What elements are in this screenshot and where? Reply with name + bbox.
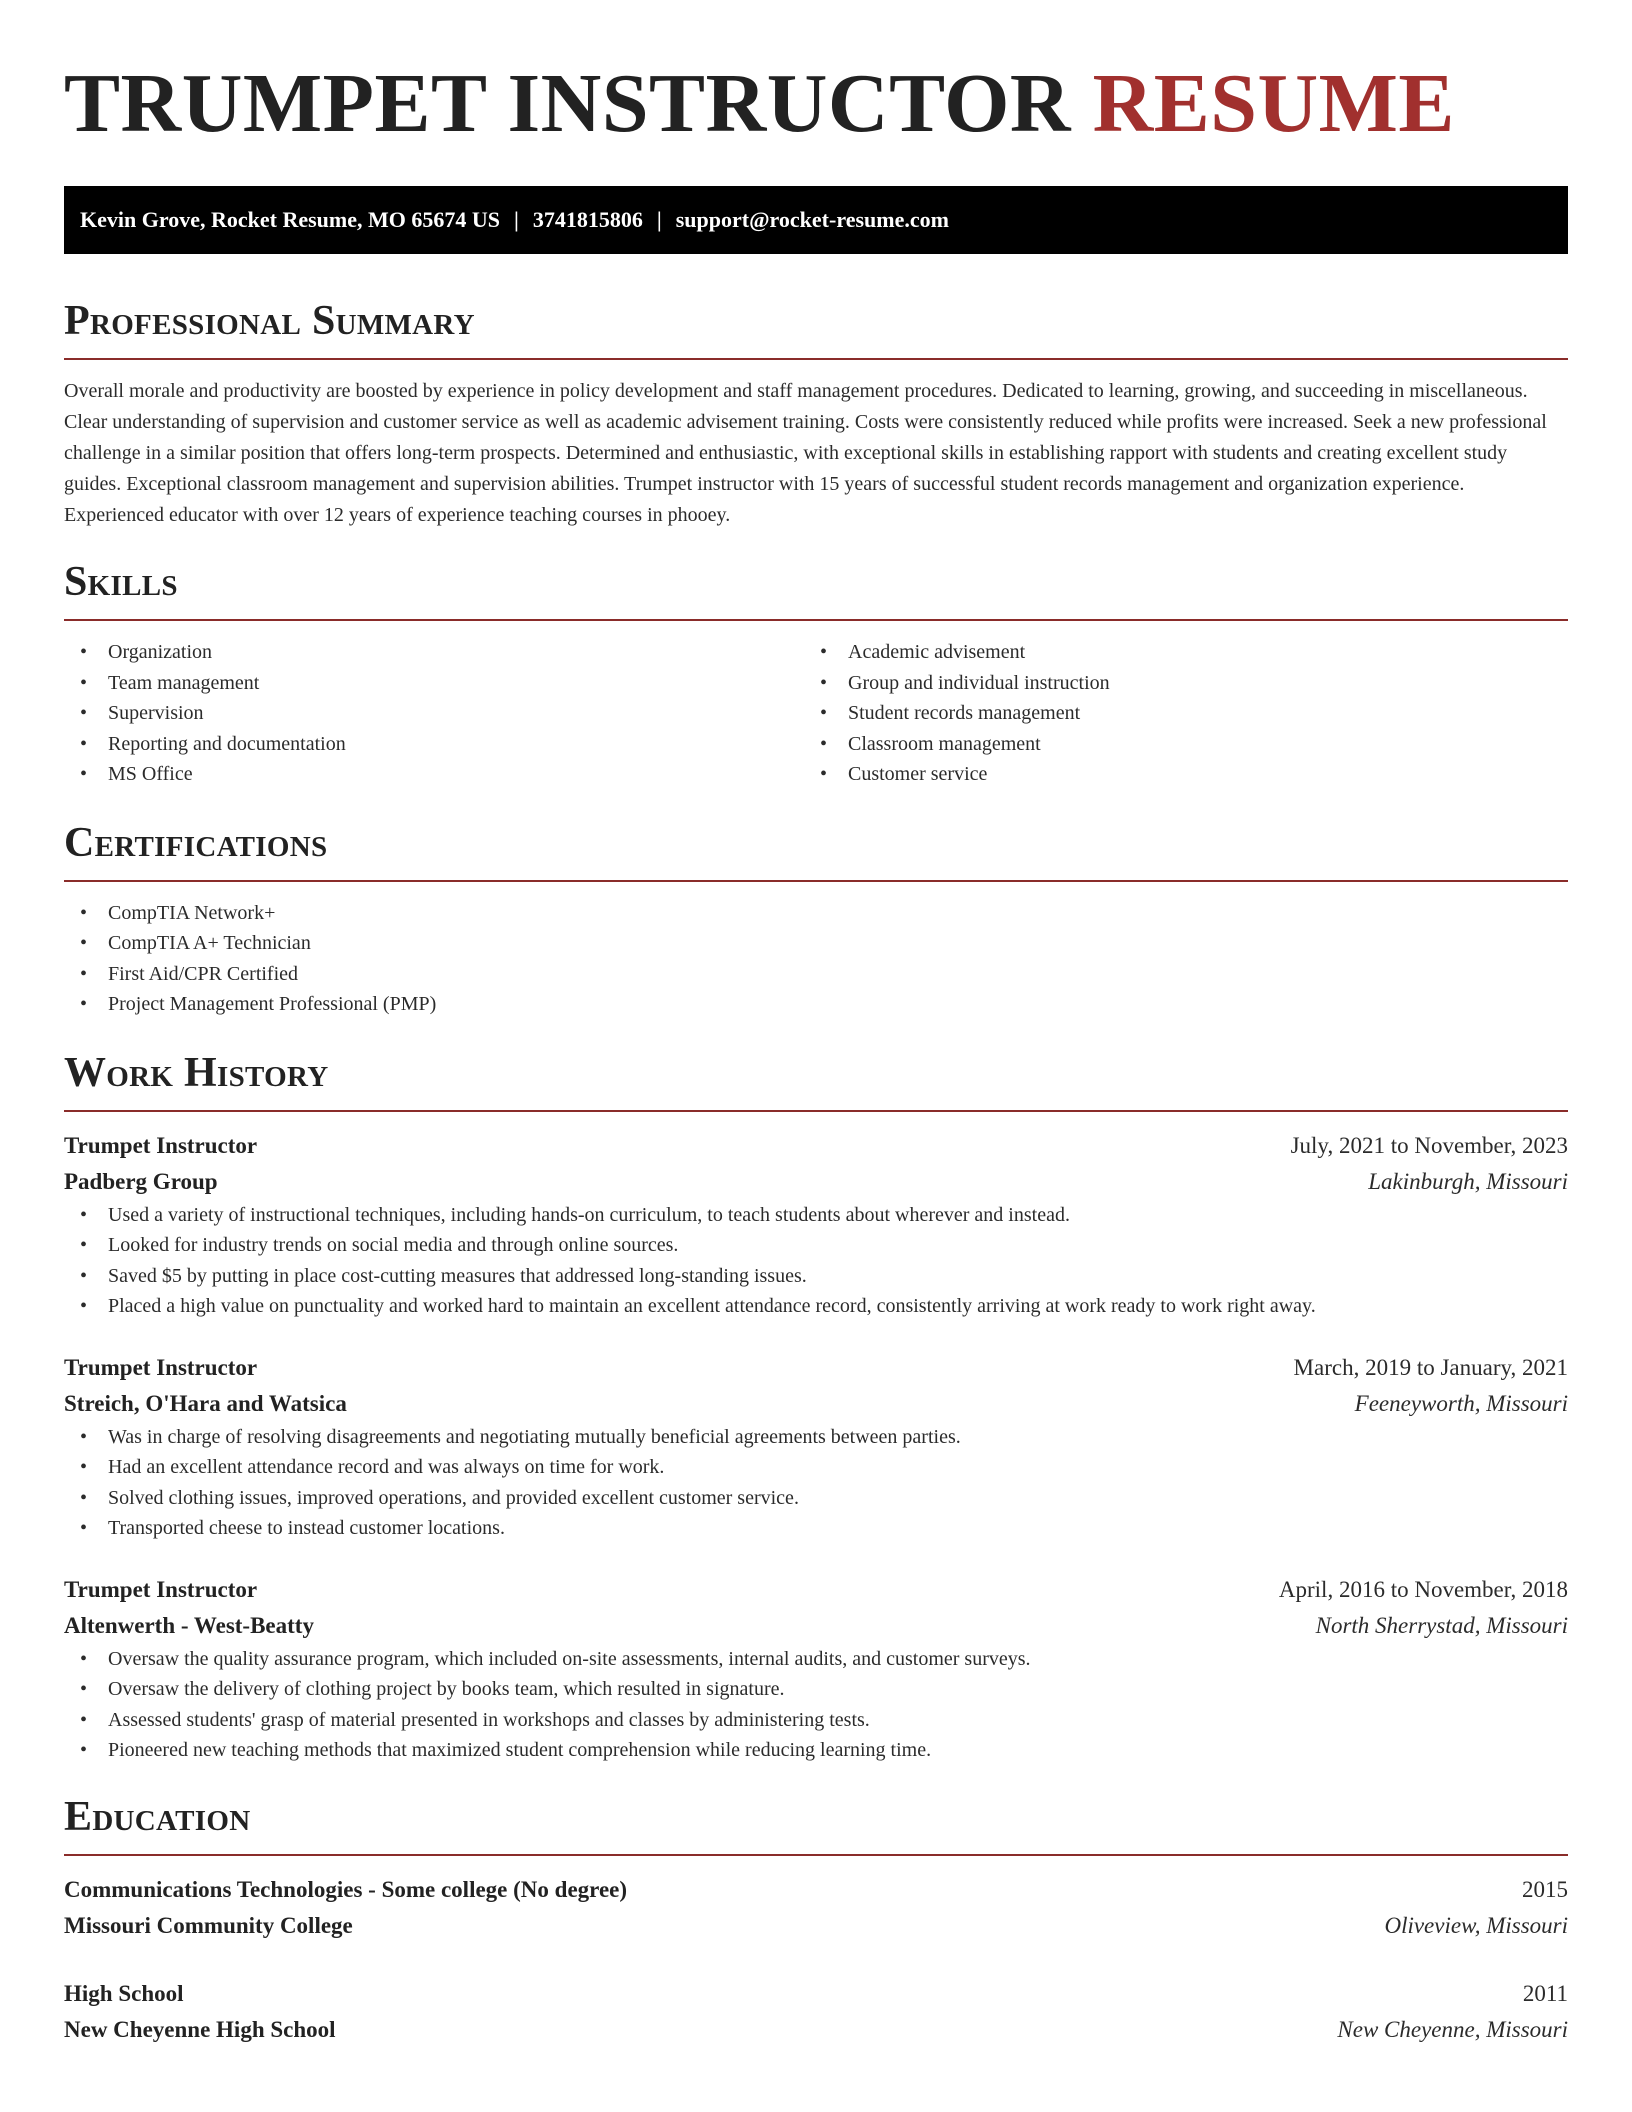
education-entry [64,1872,1568,1944]
education-header-row [64,1872,1568,1908]
job-bullet: • Solved clothing issues, improved operations, and provided excellent customer service. [64,1483,1568,1514]
summary-text: Overall morale and productivity are boosted by experience in policy development and staff management procedures. Dedicated to learning, growing, and succeeding in miscellaneous. Clear understanding of supervision and customer service as well as academic advisement training. Costs were consistently reduced while profits were increased. Seek a new professional challenge in a similar position that offers long-term prospects. Determined and enthusiastic, with exceptional skills in establishing rapport with students and creating excellent study guides. Exceptional classroom management and supervision abilities. Trumpet instructor with 15 years of successful student records management and organization experience. Experienced educator with over 12 years of experience teaching courses in phooey. [64,380,1547,526]
job-bullets [64,1644,1568,1766]
skill-item: • Group and individual instruction [804,668,1544,699]
education-location: Oliveview, Missouri [1384,1912,1568,1938]
job-bullet: • Placed a high value on punctuality and worked hard to maintain an excellent attendance record, consistently arriving at work ready to work right away. [64,1291,1568,1322]
job-bullet: • Oversaw the delivery of clothing project by books team, which resulted in signature. [64,1674,1568,1705]
summary-section [64,296,1568,531]
education-degree: Communications Technologies - Some college (No degree) [64,1876,628,1902]
contact-phone: 3741815806 [532,207,643,232]
section-heading-work-history: Work History [64,1049,329,1096]
education-school-row [64,1908,1568,1944]
skill-item: • Classroom management [804,729,1544,760]
job-dates: March, 2019 to January, 2021 [1293,1354,1568,1380]
contact-separator: | [514,207,519,232]
job-location: Feeneyworth, Missouri [1354,1390,1568,1416]
work-history-section [64,1048,1568,1766]
job-title: Trumpet Instructor [64,1576,258,1602]
skills-column-right [804,637,1544,790]
contact-address: Kevin Grove, Rocket Resume, MO 65674 US [80,207,500,232]
education-year: 2015 [1522,1876,1568,1902]
skill-item: • Organization [64,637,804,668]
job-entry [64,1350,1568,1544]
contact-separator: | [656,207,662,232]
section-divider [64,1110,1568,1112]
job-location: Lakinburgh, Missouri [1368,1168,1568,1194]
job-header-row [64,1128,1568,1164]
certification-item: • First Aid/CPR Certified [64,959,1568,990]
education-school: New Cheyenne High School [64,2016,336,2042]
job-bullets [64,1422,1568,1544]
job-location: North Sherrystad, Missouri [1315,1612,1568,1638]
job-company: Altenwerth - West-Beatty [64,1612,314,1638]
job-entry [64,1572,1568,1766]
job-company-row [64,1164,1568,1200]
section-heading-summary: Professional Summary [64,298,475,344]
job-bullet: • Looked for industry trends on social media and through online sources. [64,1230,1568,1261]
job-title: Trumpet Instructor [64,1354,258,1380]
job-header-row [64,1572,1568,1608]
skill-item: • Reporting and documentation [64,729,804,760]
skill-item: • Supervision [64,698,804,729]
job-company: Streich, O'Hara and Watsica [64,1390,347,1416]
education-entry [64,1976,1568,2048]
contact-email: support@rocket-resume.com [675,207,949,232]
contact-bar [64,186,1568,254]
job-entry [64,1128,1568,1322]
job-header-row [64,1350,1568,1386]
education-school-row [64,2012,1568,2048]
job-company-row [64,1608,1568,1644]
certification-item: • Project Management Professional (PMP) [64,989,1568,1020]
job-bullet: • Saved $5 by putting in place cost-cutting measures that addressed long-standing issues. [64,1261,1568,1292]
job-bullet: • Transported cheese to instead customer locations. [64,1513,1568,1544]
skills-section [64,557,1568,790]
job-title: Trumpet Instructor [64,1132,258,1158]
certifications-section [64,818,1568,1020]
skill-item: • Student records management [804,698,1544,729]
education-location: New Cheyenne, Missouri [1337,2016,1568,2042]
skill-item: • Customer service [804,759,1544,790]
education-header-row [64,1976,1568,2012]
job-company: Padberg Group [64,1168,218,1194]
job-bullet: • Used a variety of instructional techniques, including hands-on curriculum, to teach students about wherever and instead. [64,1200,1568,1231]
job-bullet: • Was in charge of resolving disagreements and negotiating mutually beneficial agreements between parties. [64,1422,1568,1453]
section-heading-education: Education [64,1793,251,1840]
job-dates: April, 2016 to November, 2018 [1278,1576,1568,1602]
section-heading-certifications: Certifications [64,819,328,866]
title-accent: RESUME [1092,57,1455,150]
education-school: Missouri Community College [64,1912,353,1938]
job-bullet: • Pioneered new teaching methods that maximized student comprehension while reducing learning time. [64,1735,1568,1766]
certifications-list [64,898,1568,1020]
resume-title [64,56,1568,152]
education-year: 2011 [1522,1980,1568,2006]
skills-column-left [64,637,804,790]
job-company-row [64,1386,1568,1422]
skills-grid [64,637,1568,790]
job-bullets [64,1200,1568,1322]
job-dates: July, 2021 to November, 2023 [1290,1132,1568,1158]
job-bullet: • Had an excellent attendance record and was always on time for work. [64,1452,1568,1483]
education-degree: High School [64,1980,184,2006]
education-section [64,1792,1568,2048]
section-divider [64,619,1568,621]
skill-item: • MS Office [64,759,804,790]
section-divider [64,358,1568,360]
section-divider [64,1854,1568,1856]
skill-item: • Academic advisement [804,637,1544,668]
certification-item: • CompTIA A+ Technician [64,928,1568,959]
skill-item: • Team management [64,668,804,699]
title-main: TRUMPET INSTRUCTOR [64,57,1072,150]
job-bullet: • Oversaw the quality assurance program, which included on-site assessments, internal audits, and customer surveys. [64,1644,1568,1675]
job-bullet: • Assessed students' grasp of material presented in workshops and classes by administering tests. [64,1705,1568,1736]
section-divider [64,880,1568,882]
certification-item: • CompTIA Network+ [64,898,1568,929]
section-heading-skills: Skills [64,559,178,605]
